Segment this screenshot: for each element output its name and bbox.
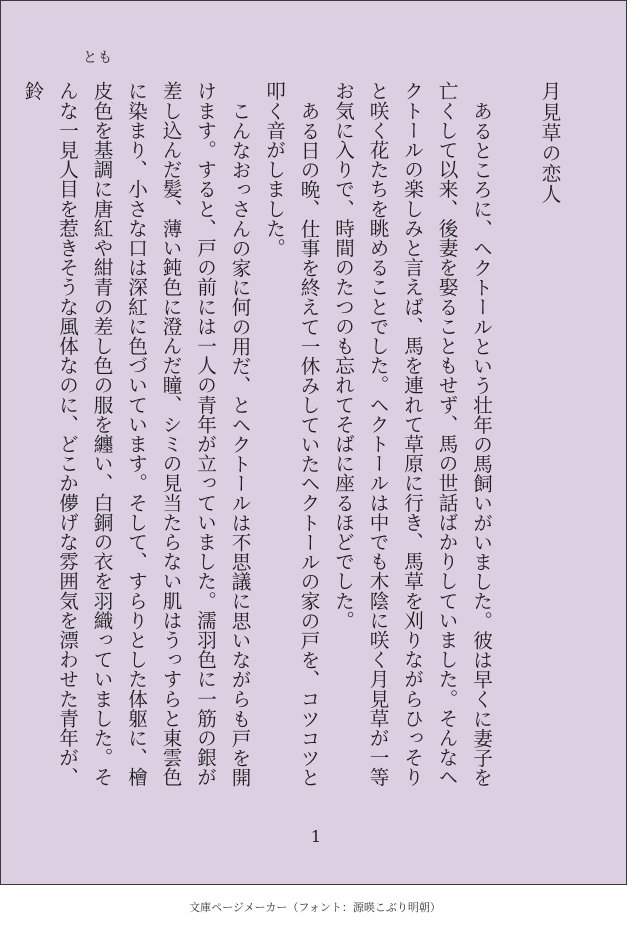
paragraph: ある日の晩、仕事を終えて一休みしていたヘクトールの家の戸を、コツコツと叩く音がしました。 [262,81,320,787]
page-number: 1 [310,827,322,846]
vertical-text-body [15,81,567,801]
story-title: 月見草の恋人 [538,81,561,205]
paragraph: こんなおっさんの家に何の用だ、とヘクトールは不思議に思いながらも戸を開けます。すると、戸の前には一人の青年が立っていました。濡羽色に一筋の銀が差し込んだ髪、薄い鈍色に澄んだ瞳、シミの見当たらない肌はうっすらと東雲色に染まり、小さな口は深紅に色づいています。そして、すらりとした体躯に、檜皮色を基調に唐紅や紺青の差し色の服を纏い、白銅の衣を羽織っていました。そんな一見人目を惹きそうな風体なのに、どこか儚げな雰囲気を漂わせた青年が、鈴 [21,81,251,787]
footer-credit: 文庫ページメーカー（フォント：源暎こぶり明朝） [189,901,441,914]
author-name: とも [83,50,113,66]
paragraph: あるところに、ヘクトールという壮年の馬飼いがいました。彼は早くに妻子を亡くして以来、後妻を娶ることもせず、馬の世話ばかりしていました。そんなヘクトールの楽しみと言えば、馬を連れて草原に行き、馬草を刈りながらひっそりと咲く花たちを眺めることでした。ヘクトールは中でも木陰に咲く月見草が一等お気に入りで、時間のたつのも忘れてそばに座るほどでした。 [331,81,493,787]
